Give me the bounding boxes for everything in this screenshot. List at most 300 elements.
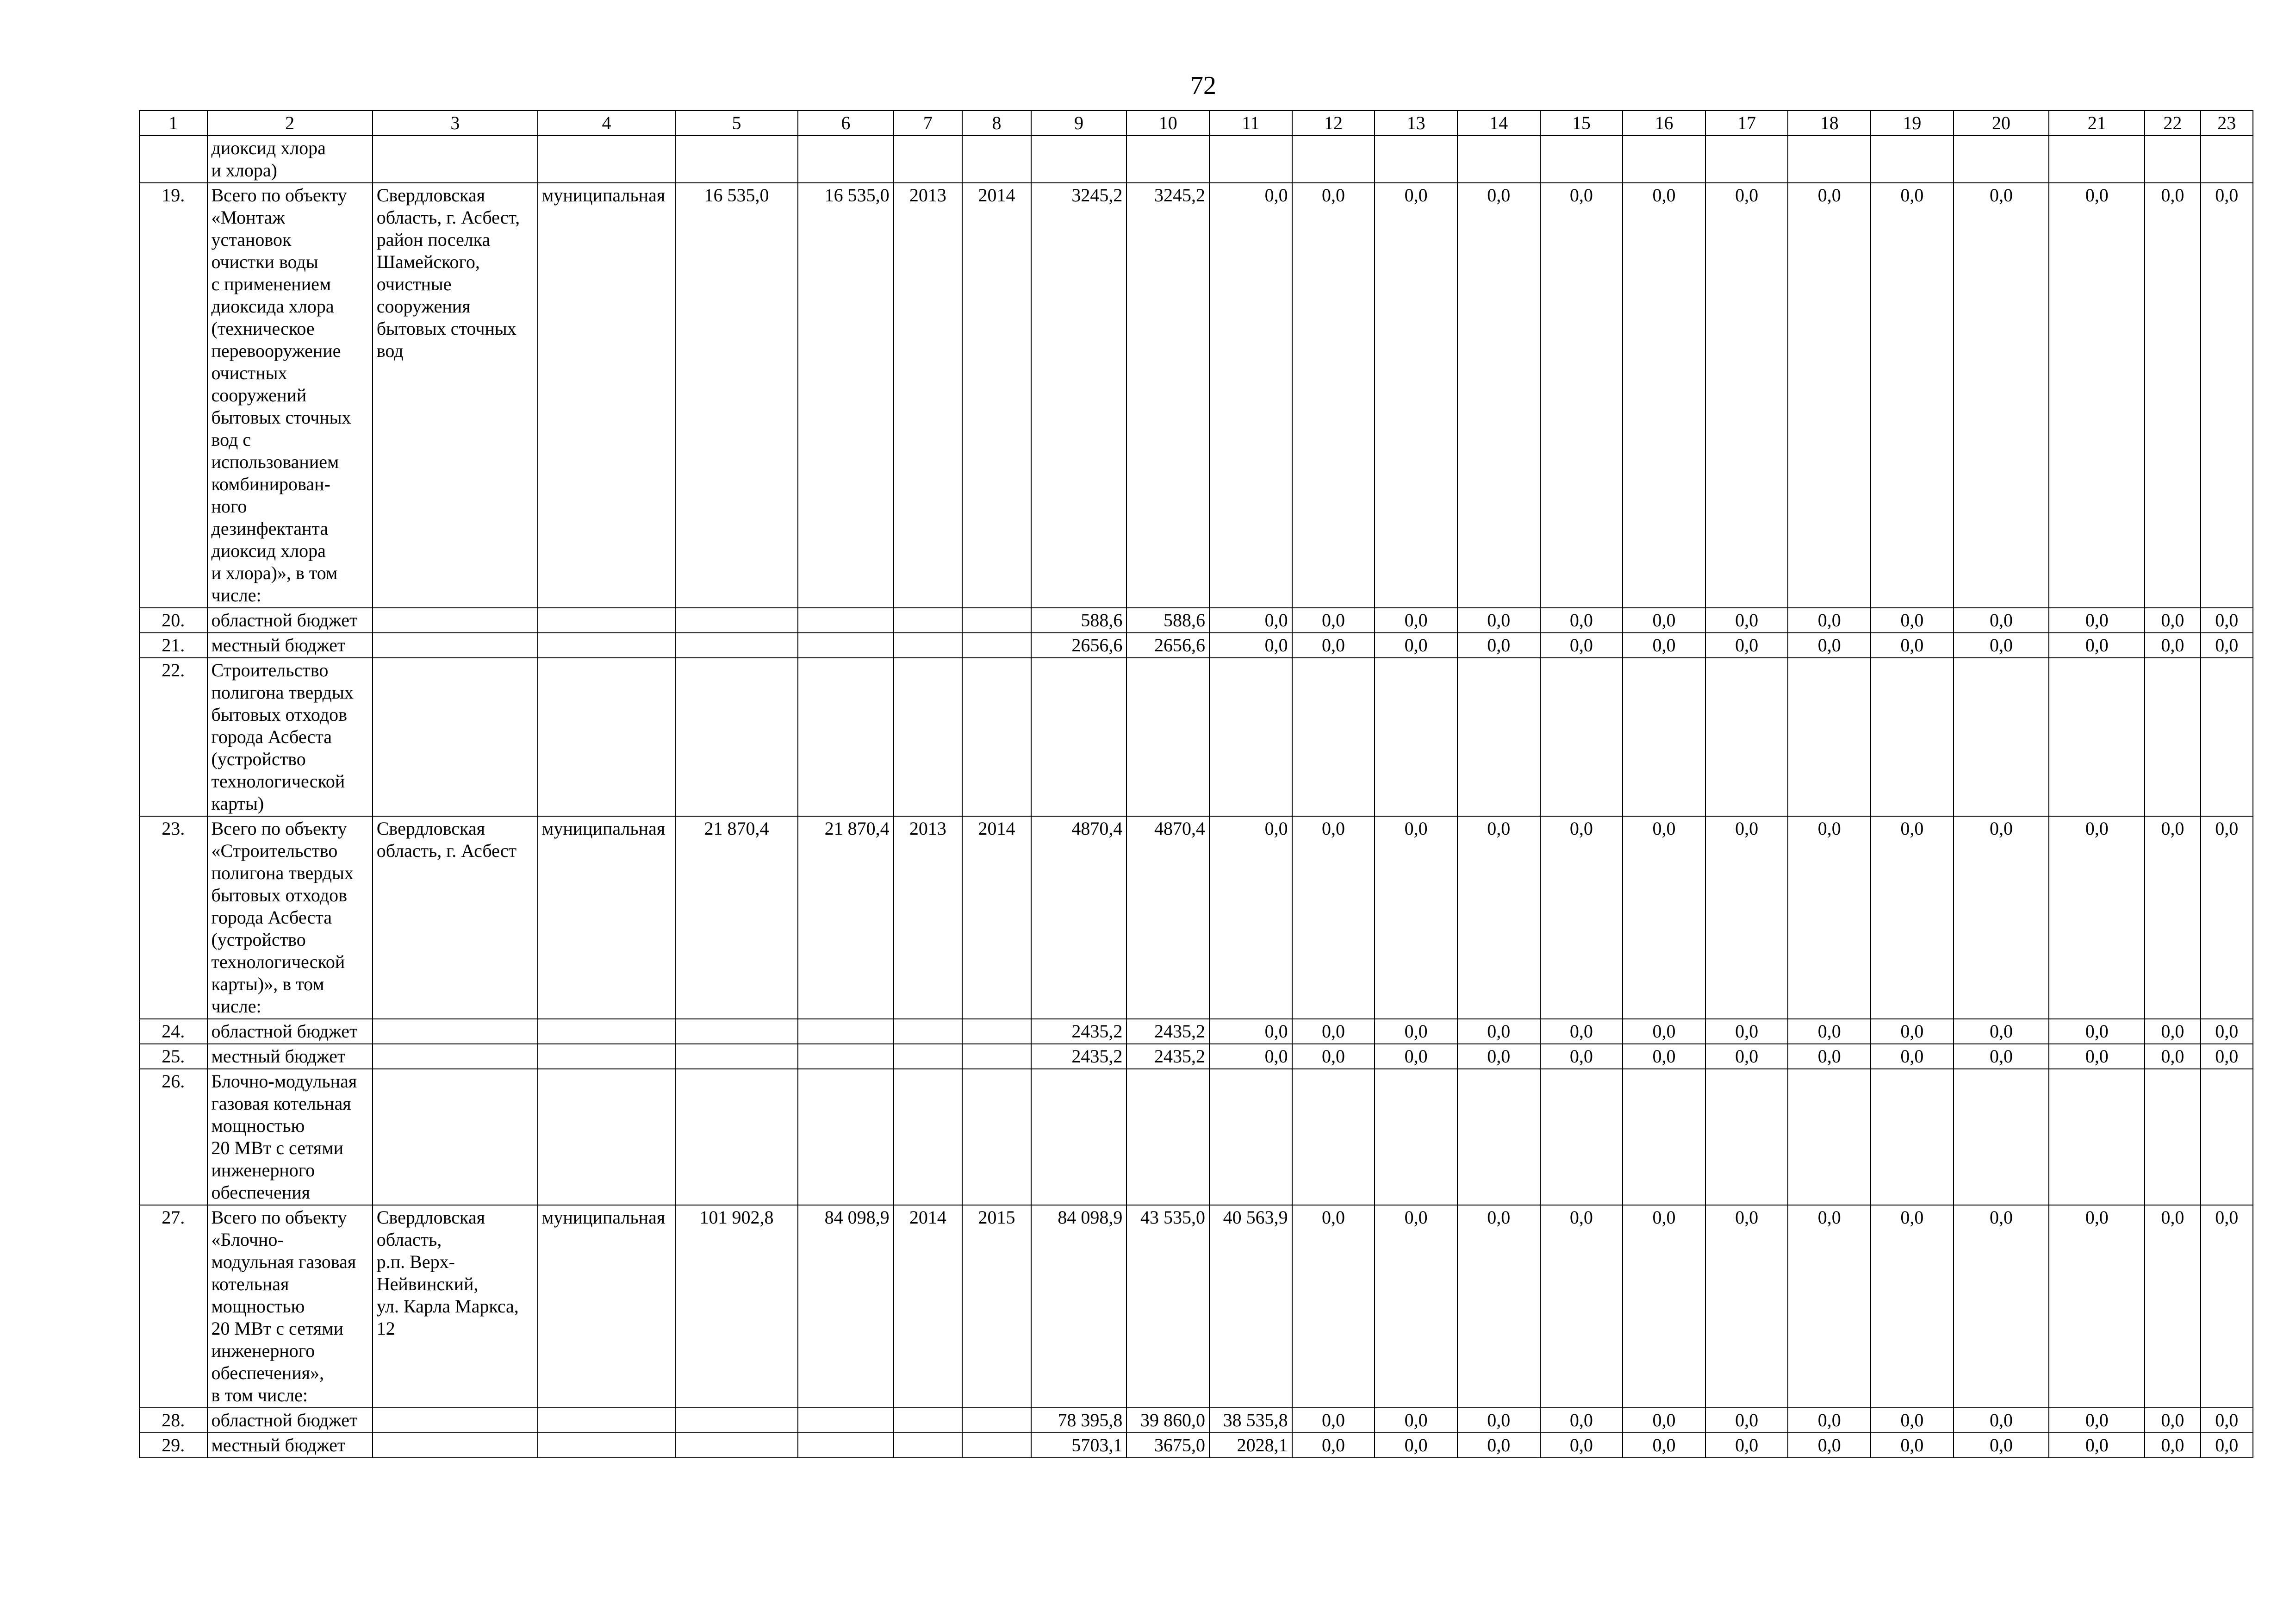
- row-number: 24.: [139, 1019, 207, 1044]
- funding-value: 43 535,0: [1126, 1205, 1209, 1408]
- funding-value: [1788, 1069, 1871, 1205]
- column-number: 1: [139, 111, 207, 136]
- funding-value: 0,0: [1375, 1408, 1457, 1433]
- funding-value: [1871, 136, 1954, 183]
- funding-value: [1954, 136, 2049, 183]
- estimated-cost: [675, 1069, 798, 1205]
- start-year: [894, 608, 963, 633]
- funding-value: 0,0: [1375, 1433, 1457, 1458]
- funding-value: 0,0: [1871, 183, 1954, 608]
- row-number: 23.: [139, 816, 207, 1019]
- funding-value: [2201, 1069, 2253, 1205]
- table-row: [139, 1019, 2253, 1044]
- ownership-type: [538, 658, 675, 816]
- remaining-cost: 16 535,0: [798, 183, 894, 608]
- funding-value: 0,0: [2201, 183, 2253, 608]
- funding-value: [2145, 136, 2200, 183]
- table-row: [139, 1069, 2253, 1205]
- ownership-type: муниципальная: [538, 816, 675, 1019]
- funding-value: 0,0: [1209, 1019, 1292, 1044]
- funding-value: 2435,2: [1031, 1044, 1127, 1069]
- object-location: [373, 658, 538, 816]
- object-name: Всего по объекту «Монтаж установок очистки воды с применением диоксида хлора (техническое перевооружение очистных сооружений бытовых сточных вод с использованием комбинирован- ного дезинфектанта диоксид хлора и хлора)», в том числе:: [207, 183, 373, 608]
- funding-value: 0,0: [1788, 816, 1871, 1019]
- estimated-cost: 21 870,4: [675, 816, 798, 1019]
- funding-value: 2656,6: [1031, 633, 1127, 658]
- ownership-type: [538, 1433, 675, 1458]
- funding-value: 0,0: [1540, 183, 1623, 608]
- column-number: 14: [1457, 111, 1540, 136]
- ownership-type: [538, 1069, 675, 1205]
- funding-value: [2145, 658, 2200, 816]
- funding-value: 2656,6: [1126, 633, 1209, 658]
- funding-value: 0,0: [2049, 608, 2145, 633]
- funding-value: [2145, 1069, 2200, 1205]
- funding-value: 84 098,9: [1031, 1205, 1127, 1408]
- start-year: 2013: [894, 183, 963, 608]
- funding-value: 0,0: [1457, 1019, 1540, 1044]
- funding-value: 0,0: [2145, 1408, 2200, 1433]
- funding-value: 0,0: [1705, 1433, 1788, 1458]
- funding-value: 38 535,8: [1209, 1408, 1292, 1433]
- funding-value: 0,0: [2049, 1408, 2145, 1433]
- ownership-type: [538, 1019, 675, 1044]
- funding-value: 0,0: [1871, 1205, 1954, 1408]
- funding-value: 0,0: [1540, 816, 1623, 1019]
- funding-value: 0,0: [1788, 608, 1871, 633]
- row-number: 21.: [139, 633, 207, 658]
- funding-value: 0,0: [1705, 1044, 1788, 1069]
- end-year: [962, 608, 1031, 633]
- row-number: 27.: [139, 1205, 207, 1408]
- funding-value: [1705, 658, 1788, 816]
- funding-value: [1209, 136, 1292, 183]
- ownership-type: муниципальная: [538, 183, 675, 608]
- funding-value: 0,0: [2145, 183, 2200, 608]
- column-number: 16: [1623, 111, 1705, 136]
- funding-value: 0,0: [1623, 633, 1705, 658]
- funding-value: 0,0: [1623, 1019, 1705, 1044]
- end-year: 2014: [962, 183, 1031, 608]
- funding-value: 0,0: [1623, 1408, 1705, 1433]
- funding-value: 0,0: [1623, 1433, 1705, 1458]
- funding-value: 2028,1: [1209, 1433, 1292, 1458]
- object-name: областной бюджет: [207, 1408, 373, 1433]
- funding-value: 0,0: [2201, 608, 2253, 633]
- data-table: [139, 110, 2253, 1458]
- funding-value: 0,0: [2145, 608, 2200, 633]
- object-location: [373, 1019, 538, 1044]
- funding-value: [1209, 658, 1292, 816]
- object-name: областной бюджет: [207, 1019, 373, 1044]
- funding-value: 0,0: [2201, 1408, 2253, 1433]
- funding-value: 0,0: [2145, 633, 2200, 658]
- funding-value: 0,0: [1209, 183, 1292, 608]
- funding-value: 0,0: [1954, 608, 2049, 633]
- funding-value: [1031, 1069, 1127, 1205]
- funding-value: [1788, 658, 1871, 816]
- funding-value: 0,0: [1209, 633, 1292, 658]
- end-year: [962, 1433, 1031, 1458]
- funding-value: 0,0: [1457, 608, 1540, 633]
- funding-value: 0,0: [1871, 633, 1954, 658]
- funding-value: 0,0: [1623, 183, 1705, 608]
- funding-value: 0,0: [1292, 1019, 1375, 1044]
- funding-value: [2201, 136, 2253, 183]
- column-number: 5: [675, 111, 798, 136]
- funding-value: [1031, 136, 1127, 183]
- funding-value: 0,0: [1457, 1205, 1540, 1408]
- funding-value: 0,0: [2201, 1044, 2253, 1069]
- funding-value: 0,0: [1375, 183, 1457, 608]
- funding-value: [2201, 658, 2253, 816]
- funding-value: 0,0: [1954, 633, 2049, 658]
- funding-value: 4870,4: [1126, 816, 1209, 1019]
- start-year: [894, 1408, 963, 1433]
- remaining-cost: [798, 1433, 894, 1458]
- table-row: [139, 136, 2253, 183]
- funding-value: 0,0: [1540, 633, 1623, 658]
- funding-value: [1623, 1069, 1705, 1205]
- estimated-cost: [675, 1408, 798, 1433]
- funding-value: [1375, 658, 1457, 816]
- column-number: 10: [1126, 111, 1209, 136]
- remaining-cost: [798, 1069, 894, 1205]
- funding-value: 0,0: [1788, 633, 1871, 658]
- remaining-cost: 21 870,4: [798, 816, 894, 1019]
- funding-value: 0,0: [1705, 183, 1788, 608]
- funding-value: [1457, 658, 1540, 816]
- funding-value: 0,0: [2145, 1044, 2200, 1069]
- column-number: 3: [373, 111, 538, 136]
- funding-value: 0,0: [1457, 1408, 1540, 1433]
- funding-value: 0,0: [1954, 1019, 2049, 1044]
- funding-value: 0,0: [1871, 816, 1954, 1019]
- funding-value: 0,0: [2049, 1433, 2145, 1458]
- object-name: диоксид хлора и хлора): [207, 136, 373, 183]
- funding-value: 0,0: [1788, 183, 1871, 608]
- funding-value: 0,0: [1871, 1044, 1954, 1069]
- object-location: Свердловская область, г. Асбест: [373, 816, 538, 1019]
- row-number: 26.: [139, 1069, 207, 1205]
- object-name: Блочно-модульная газовая котельная мощностью 20 МВт с сетями инженерного обеспечения: [207, 1069, 373, 1205]
- column-number: 8: [962, 111, 1031, 136]
- funding-value: 0,0: [1292, 633, 1375, 658]
- page-number: 72: [1190, 71, 1216, 100]
- funding-value: 2435,2: [1126, 1044, 1209, 1069]
- funding-value: 0,0: [1705, 633, 1788, 658]
- column-number: 17: [1705, 111, 1788, 136]
- remaining-cost: [798, 658, 894, 816]
- funding-value: 0,0: [1705, 1205, 1788, 1408]
- funding-value: [1623, 136, 1705, 183]
- funding-value: 0,0: [1788, 1044, 1871, 1069]
- column-number: 13: [1375, 111, 1457, 136]
- funding-value: 0,0: [1623, 1205, 1705, 1408]
- column-number: 4: [538, 111, 675, 136]
- funding-value: [1375, 136, 1457, 183]
- funding-value: [1126, 658, 1209, 816]
- funding-value: 2435,2: [1126, 1019, 1209, 1044]
- estimated-cost: [675, 1433, 798, 1458]
- table-row: [139, 1408, 2253, 1433]
- funding-value: [2049, 1069, 2145, 1205]
- estimated-cost: [675, 658, 798, 816]
- funding-value: 0,0: [1457, 633, 1540, 658]
- remaining-cost: [798, 136, 894, 183]
- funding-value: 0,0: [1871, 1433, 1954, 1458]
- estimated-cost: 16 535,0: [675, 183, 798, 608]
- end-year: [962, 633, 1031, 658]
- funding-value: 0,0: [2049, 633, 2145, 658]
- funding-value: 0,0: [2201, 1019, 2253, 1044]
- funding-value: [1623, 658, 1705, 816]
- estimated-cost: [675, 633, 798, 658]
- funding-value: 0,0: [1788, 1433, 1871, 1458]
- funding-value: 0,0: [2201, 1205, 2253, 1408]
- funding-value: [1705, 136, 1788, 183]
- funding-value: 0,0: [1705, 1019, 1788, 1044]
- column-number-row: [139, 111, 2253, 136]
- funding-value: [1457, 1069, 1540, 1205]
- funding-value: [1540, 136, 1623, 183]
- start-year: [894, 658, 963, 816]
- estimated-cost: [675, 136, 798, 183]
- funding-value: 0,0: [1375, 633, 1457, 658]
- funding-value: 0,0: [1954, 1044, 2049, 1069]
- start-year: [894, 1433, 963, 1458]
- start-year: [894, 1044, 963, 1069]
- remaining-cost: 84 098,9: [798, 1205, 894, 1408]
- funding-value: 0,0: [1209, 1044, 1292, 1069]
- funding-value: 0,0: [1457, 1433, 1540, 1458]
- funding-value: 0,0: [2145, 816, 2200, 1019]
- funding-value: [1540, 1069, 1623, 1205]
- table-row: [139, 633, 2253, 658]
- funding-value: 0,0: [1292, 1205, 1375, 1408]
- remaining-cost: [798, 1408, 894, 1433]
- funding-value: 0,0: [1788, 1019, 1871, 1044]
- remaining-cost: [798, 1019, 894, 1044]
- table-row: [139, 608, 2253, 633]
- funding-value: 0,0: [1209, 608, 1292, 633]
- funding-value: 0,0: [1209, 816, 1292, 1019]
- object-location: Свердловская область, р.п. Верх- Нейвинский, ул. Карла Маркса, 12: [373, 1205, 538, 1408]
- funding-value: [1705, 1069, 1788, 1205]
- object-name: Всего по объекту «Строительство полигона твердых бытовых отходов города Асбеста (устройство технологической карты)», в том числе:: [207, 816, 373, 1019]
- end-year: [962, 136, 1031, 183]
- funding-value: 0,0: [1954, 816, 2049, 1019]
- funding-value: 0,0: [1375, 816, 1457, 1019]
- funding-value: 0,0: [1457, 816, 1540, 1019]
- object-location: Свердловская область, г. Асбест, район поселка Шамейского, очистные сооружения бытовых сточных вод: [373, 183, 538, 608]
- start-year: [894, 136, 963, 183]
- remaining-cost: [798, 608, 894, 633]
- funding-value: [1540, 658, 1623, 816]
- funding-value: 0,0: [1540, 608, 1623, 633]
- funding-value: 0,0: [1705, 816, 1788, 1019]
- row-number: 20.: [139, 608, 207, 633]
- end-year: [962, 658, 1031, 816]
- estimated-cost: [675, 1044, 798, 1069]
- funding-value: 0,0: [2201, 1433, 2253, 1458]
- funding-value: 0,0: [1788, 1205, 1871, 1408]
- funding-value: 78 395,8: [1031, 1408, 1127, 1433]
- funding-value: 3245,2: [1126, 183, 1209, 608]
- funding-value: 588,6: [1031, 608, 1127, 633]
- funding-value: 0,0: [1540, 1408, 1623, 1433]
- start-year: [894, 1019, 963, 1044]
- funding-value: 0,0: [2145, 1019, 2200, 1044]
- ownership-type: [538, 1408, 675, 1433]
- estimated-cost: [675, 608, 798, 633]
- end-year: 2015: [962, 1205, 1031, 1408]
- estimated-cost: [675, 1019, 798, 1044]
- object-location: [373, 633, 538, 658]
- column-number: 15: [1540, 111, 1623, 136]
- object-name: местный бюджет: [207, 1044, 373, 1069]
- funding-value: 0,0: [1292, 1433, 1375, 1458]
- funding-value: 0,0: [1705, 1408, 1788, 1433]
- end-year: 2014: [962, 816, 1031, 1019]
- funding-value: 0,0: [1457, 1044, 1540, 1069]
- funding-value: 0,0: [1292, 183, 1375, 608]
- funding-value: 0,0: [1457, 183, 1540, 608]
- funding-value: 0,0: [2049, 816, 2145, 1019]
- column-number: 19: [1871, 111, 1954, 136]
- funding-value: 0,0: [2201, 633, 2253, 658]
- funding-value: 0,0: [1540, 1433, 1623, 1458]
- row-number: 22.: [139, 658, 207, 816]
- funding-value: [1871, 1069, 1954, 1205]
- funding-value: 0,0: [1292, 608, 1375, 633]
- column-number: 22: [2145, 111, 2200, 136]
- row-number: 29.: [139, 1433, 207, 1458]
- funding-value: 0,0: [1954, 183, 2049, 608]
- row-number: [139, 136, 207, 183]
- funding-value: 0,0: [1292, 1408, 1375, 1433]
- funding-value: [1457, 136, 1540, 183]
- funding-value: 0,0: [2049, 1044, 2145, 1069]
- object-name: местный бюджет: [207, 1433, 373, 1458]
- funding-value: 0,0: [2201, 816, 2253, 1019]
- funding-value: [1788, 136, 1871, 183]
- object-location: [373, 136, 538, 183]
- table-row: [139, 183, 2253, 608]
- funding-value: 40 563,9: [1209, 1205, 1292, 1408]
- object-name: областной бюджет: [207, 608, 373, 633]
- funding-value: 3245,2: [1031, 183, 1127, 608]
- funding-value: [1375, 1069, 1457, 1205]
- row-number: 19.: [139, 183, 207, 608]
- funding-value: [1126, 1069, 1209, 1205]
- funding-value: 5703,1: [1031, 1433, 1127, 1458]
- funding-value: [2049, 658, 2145, 816]
- funding-value: 0,0: [1623, 816, 1705, 1019]
- funding-value: [1126, 136, 1209, 183]
- object-name: Строительство полигона твердых бытовых отходов города Асбеста (устройство технологической карты): [207, 658, 373, 816]
- funding-value: 0,0: [1788, 1408, 1871, 1433]
- funding-value: [1292, 136, 1375, 183]
- funding-value: 0,0: [1954, 1433, 2049, 1458]
- column-number: 7: [894, 111, 963, 136]
- ownership-type: [538, 608, 675, 633]
- object-location: [373, 1044, 538, 1069]
- funding-value: 0,0: [1705, 608, 1788, 633]
- object-location: [373, 608, 538, 633]
- remaining-cost: [798, 1044, 894, 1069]
- funding-value: 39 860,0: [1126, 1408, 1209, 1433]
- funding-value: 0,0: [1871, 1019, 1954, 1044]
- funding-value: 0,0: [1871, 1408, 1954, 1433]
- start-year: 2013: [894, 816, 963, 1019]
- table-row: [139, 658, 2253, 816]
- funding-value: 0,0: [1540, 1205, 1623, 1408]
- funding-value: 0,0: [2145, 1205, 2200, 1408]
- funding-value: 0,0: [1623, 1044, 1705, 1069]
- funding-value: 0,0: [1540, 1019, 1623, 1044]
- row-number: 28.: [139, 1408, 207, 1433]
- table-row: [139, 1205, 2253, 1408]
- funding-value: 0,0: [2049, 1205, 2145, 1408]
- funding-value: 588,6: [1126, 608, 1209, 633]
- funding-value: [1954, 1069, 2049, 1205]
- funding-value: 0,0: [1375, 1205, 1457, 1408]
- end-year: [962, 1408, 1031, 1433]
- funding-value: 0,0: [1623, 608, 1705, 633]
- funding-value: 0,0: [1375, 608, 1457, 633]
- column-number: 23: [2201, 111, 2253, 136]
- funding-value: [1031, 658, 1127, 816]
- funding-value: 2435,2: [1031, 1019, 1127, 1044]
- funding-value: 0,0: [1375, 1044, 1457, 1069]
- funding-value: [1292, 658, 1375, 816]
- funding-value: [1954, 658, 2049, 816]
- funding-value: [1292, 1069, 1375, 1205]
- funding-value: 0,0: [2049, 183, 2145, 608]
- start-year: [894, 1069, 963, 1205]
- remaining-cost: [798, 633, 894, 658]
- column-number: 11: [1209, 111, 1292, 136]
- funding-value: 0,0: [1954, 1408, 2049, 1433]
- start-year: 2014: [894, 1205, 963, 1408]
- object-location: [373, 1408, 538, 1433]
- row-number: 25.: [139, 1044, 207, 1069]
- object-location: [373, 1069, 538, 1205]
- column-number: 12: [1292, 111, 1375, 136]
- table-row: [139, 816, 2253, 1019]
- end-year: [962, 1019, 1031, 1044]
- table-row: [139, 1433, 2253, 1458]
- start-year: [894, 633, 963, 658]
- estimated-cost: 101 902,8: [675, 1205, 798, 1408]
- funding-value: [1209, 1069, 1292, 1205]
- funding-value: [1871, 658, 1954, 816]
- funding-value: [2049, 136, 2145, 183]
- column-number: 2: [207, 111, 373, 136]
- column-number: 9: [1031, 111, 1127, 136]
- funding-value: 3675,0: [1126, 1433, 1209, 1458]
- ownership-type: [538, 136, 675, 183]
- funding-value: 0,0: [2049, 1019, 2145, 1044]
- object-name: Всего по объекту «Блочно- модульная газовая котельная мощностью 20 МВт с сетями инженерного обеспечения», в том числе:: [207, 1205, 373, 1408]
- funding-value: 0,0: [1292, 816, 1375, 1019]
- column-number: 6: [798, 111, 894, 136]
- column-number: 20: [1954, 111, 2049, 136]
- ownership-type: [538, 1044, 675, 1069]
- funding-value: 0,0: [1292, 1044, 1375, 1069]
- funding-value: 0,0: [1375, 1019, 1457, 1044]
